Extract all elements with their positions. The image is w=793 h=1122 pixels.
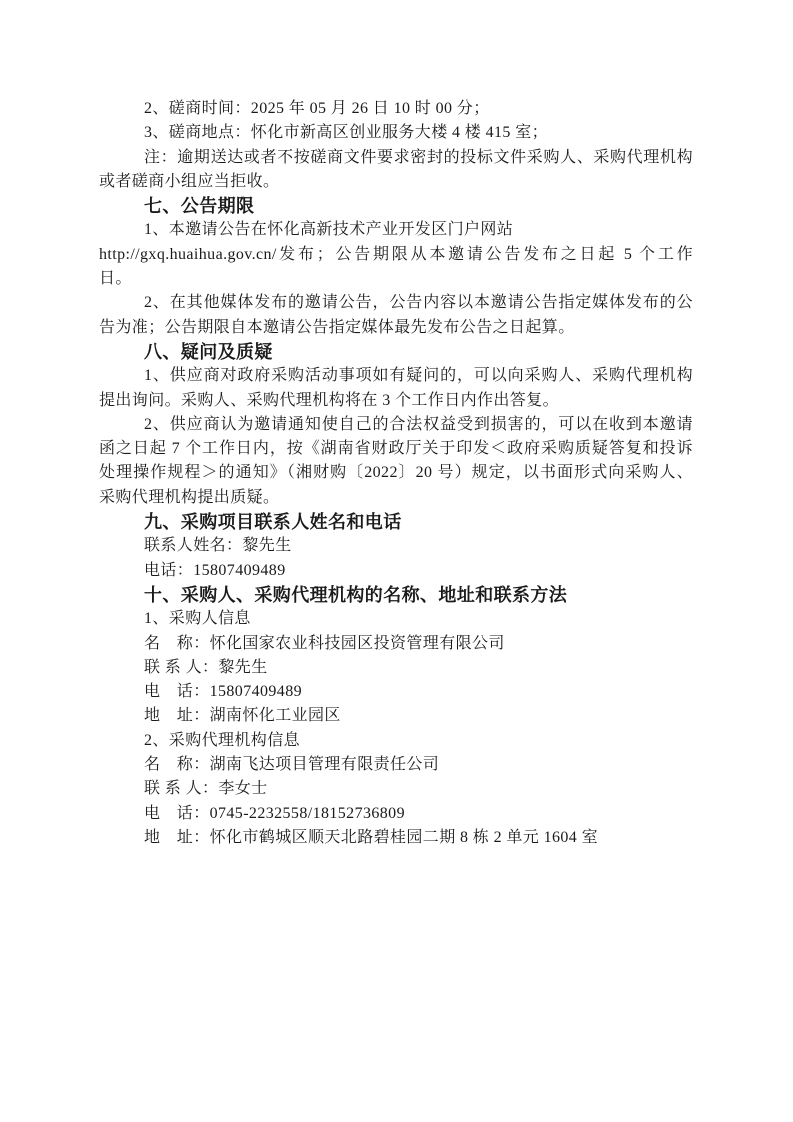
- document-line: 2、采购代理机构信息: [144, 731, 301, 749]
- document-line: 提出询问。采购人、采购代理机构将在 3 个工作日内作出答复。: [99, 391, 560, 409]
- document-line: 电话：15807409489: [144, 561, 286, 579]
- document-line: 地 址：怀化市鹤城区顺天北路碧桂园二期 8 栋 2 单元 1604 室: [144, 828, 599, 846]
- document-line: 处理操作规程＞的通知》（湘财购〔2022〕20 号）规定，以书面形式向采购人、: [99, 464, 693, 482]
- document-line: 1、采购人信息: [144, 610, 251, 628]
- document-line: 1、供应商对政府采购活动事项如有疑问的，可以向采购人、采购代理机构: [144, 367, 693, 385]
- document-line: 2、供应商认为邀请通知使自己的合法权益受到损害的，可以在收到本邀请: [144, 415, 693, 433]
- document-line: 1、本邀请公告在怀化高新技术产业开发区门户网站: [144, 221, 514, 239]
- document-body: [99, 97, 693, 850]
- document-line: 电 话：15807409489: [144, 683, 303, 701]
- section-heading: 九、采购项目联系人姓名和电话: [144, 512, 402, 533]
- section-heading: 八、疑问及质疑: [144, 341, 273, 362]
- section-heading: 十、采购人、采购代理机构的名称、地址和联系方法: [144, 584, 568, 605]
- document-line: 联 系 人：李女士: [144, 780, 268, 798]
- section-heading: 七、公告期限: [144, 196, 255, 217]
- document-line: 或者磋商小组应当拒收。: [99, 172, 280, 190]
- document-line: 电 话：0745-2232558/18152736809: [144, 804, 405, 822]
- document-line: 2、在其他媒体发布的邀请公告，公告内容以本邀请公告指定媒体发布的公: [144, 294, 693, 312]
- document-line: 注：逾期送达或者不按磋商文件要求密封的投标文件采购人、采购代理机构: [144, 148, 693, 166]
- document-line: 联系人姓名：黎先生: [144, 537, 292, 555]
- document-line: 名 称：湖南飞达项目管理有限责任公司: [144, 756, 440, 774]
- document-line: http://gxq.huaihua.gov.cn/发布；公告期限从本邀请公告发布之日起 5 个工作: [99, 245, 693, 263]
- document-line: 函之日起 7 个工作日内，按《湖南省财政厅关于印发＜政府采购质疑答复和投诉: [99, 440, 693, 458]
- document-line: 联 系 人：黎先生: [144, 658, 268, 676]
- document-line: 日。: [99, 270, 132, 288]
- document-line: 3、磋商地点：怀化市新高区创业服务大楼 4 楼 415 室；: [144, 124, 549, 142]
- document-line: 地 址：湖南怀化工业园区: [144, 707, 341, 725]
- document-line: 告为准；公告期限自本邀请公告指定媒体最先发布公告之日起算。: [99, 318, 575, 336]
- document-line: 名 称：怀化国家农业科技园区投资管理有限公司: [144, 634, 505, 652]
- document-line: 2、磋商时间：2025 年 05 月 26 日 10 时 00 分；: [144, 100, 490, 117]
- document-line: 采购代理机构提出质疑。: [99, 488, 280, 506]
